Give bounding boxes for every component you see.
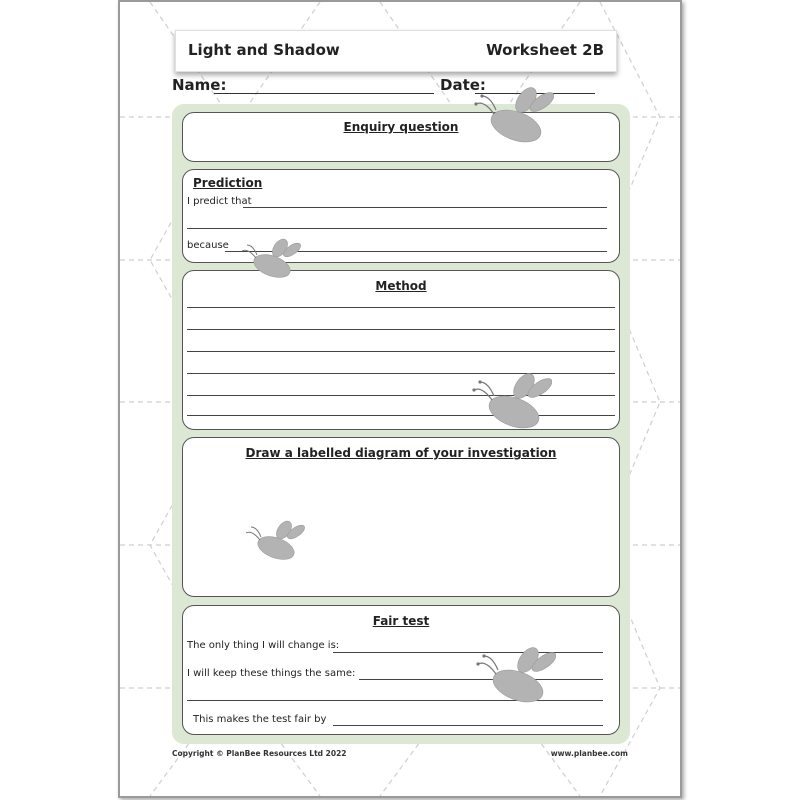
prediction-line2-label: because (187, 240, 229, 251)
fair-test-line2-label: I will keep these things the same: (187, 668, 356, 679)
worksheet-title: Light and Shadow (188, 41, 340, 59)
copyright-text: Copyright © PlanBee Resources Ltd 2022 (172, 749, 347, 758)
website-text: www.planbee.com (550, 749, 628, 758)
name-label: Name: (172, 76, 227, 94)
date-label: Date: (440, 76, 486, 94)
method-line (187, 351, 615, 352)
worksheet-page (118, 0, 682, 798)
fair-test-line1-label: The only thing I will change is: (187, 640, 340, 651)
prediction-answer-line-2 (187, 228, 607, 229)
method-line (187, 329, 615, 330)
prediction-heading: Prediction (193, 176, 263, 190)
prediction-line1-label: I predict that (187, 196, 252, 207)
bee-icon (468, 372, 552, 436)
fair-test-heading: Fair test (372, 614, 430, 628)
enquiry-box (182, 112, 620, 162)
worksheet-number: Worksheet 2B (486, 41, 604, 59)
fair-test-answer-line-1 (333, 652, 603, 653)
diagram-heading: Draw a labelled diagram of your investigation (245, 446, 557, 460)
bee-icon (472, 646, 556, 710)
method-heading: Method (375, 279, 427, 293)
fair-test-answer-line-4 (333, 725, 603, 726)
diagram-box (182, 437, 620, 597)
prediction-answer-line-1 (243, 207, 607, 208)
bee-icon (470, 86, 554, 150)
bee-icon (238, 238, 302, 284)
name-line (214, 93, 434, 94)
method-box (182, 270, 620, 430)
title-banner (175, 30, 617, 72)
fair-test-line3-label: This makes the test fair by (193, 714, 327, 725)
method-line (187, 307, 615, 308)
bee-icon (242, 520, 306, 566)
enquiry-heading: Enquiry question (343, 120, 459, 134)
